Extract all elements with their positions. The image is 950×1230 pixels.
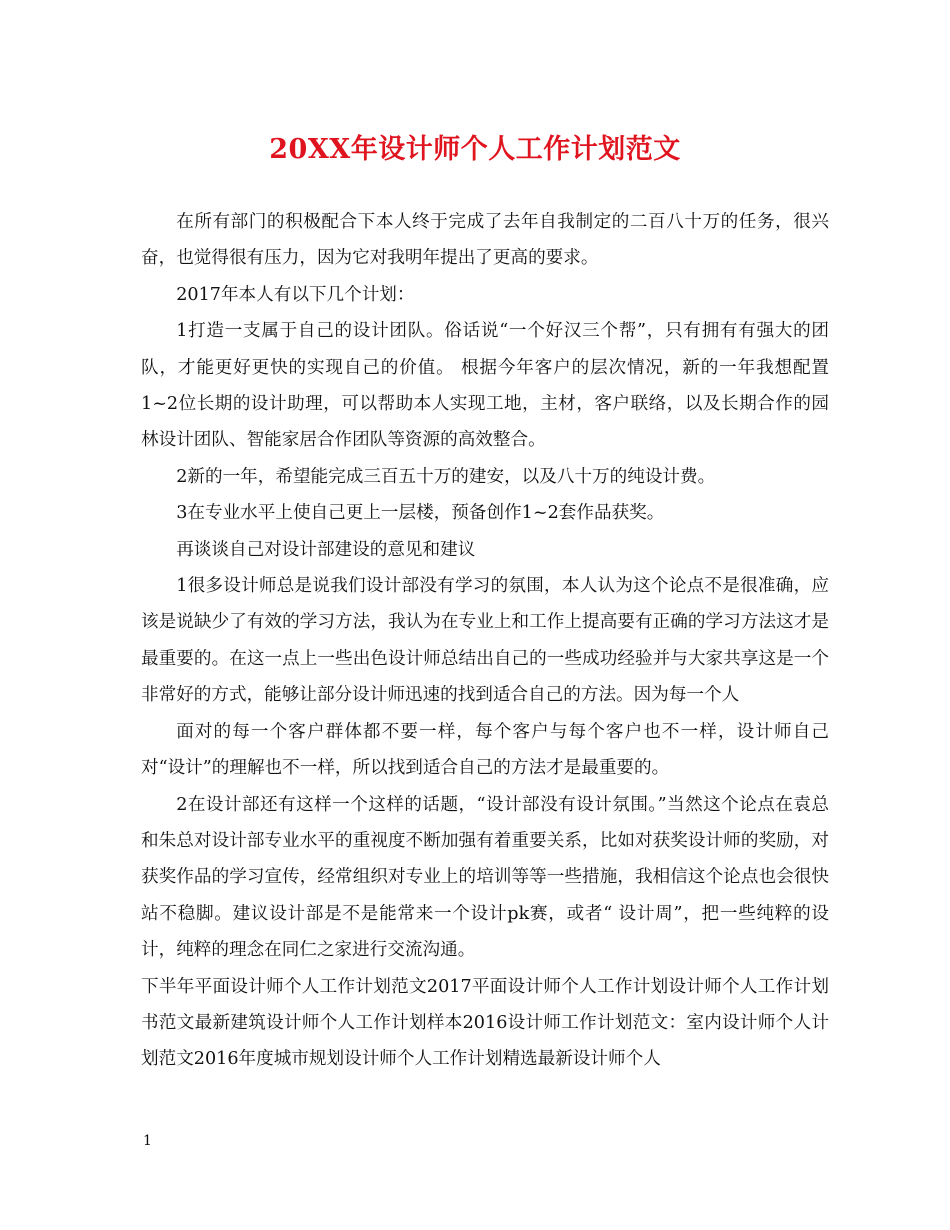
paragraph: 1很多设计师总是说我们设计部没有学习的氛围，本人认为这个论点不是很准确，应该是说缺少了有效的学习方法，我认为在专业上和工作上提高要有正确的学习方法这才是最重要的。在这一点上一些出色设计师总结出自己的一些成功经验并与大家共享这是一个非常好的方式，能够让部分设计师迅速的找到适合自己的方法。因为每一个人: [141, 576, 829, 706]
related-articles-paragraph: 下半年平面设计师个人工作计划范文2017平面设计师个人工作计划设计师个人工作计划书范文最新建筑设计师个人工作计划样本2016设计师工作计划范文：室内设计师个人计划范文2016年度城市规划设计师个人工作计划精选最新设计师个人: [141, 976, 829, 1070]
document-title: 20XX年设计师个人工作计划范文: [269, 134, 681, 165]
paragraph: 3在专业水平上使自己更上一层楼，预备创作1~2套作品获奖。: [176, 503, 665, 524]
paragraph: 2新的一年，希望能完成三百五十万的建安，以及八十万的纯设计费。: [176, 466, 716, 487]
paragraph: 在所有部门的积极配合下本人终于完成了去年自我制定的二百八十万的任务，很兴奋，也觉得很有压力，因为它对我明年提出了更高的要求。: [141, 212, 829, 269]
paragraph: 再谈谈自己对设计部建设的意见和建议: [176, 539, 476, 560]
page-number: 1: [143, 1133, 152, 1149]
paragraph: 2017年本人有以下几个计划：: [176, 284, 415, 305]
paragraph: 2在设计部还有这样一个这样的话题，“设计部没有设计氛围。”当然这个论点在袁总和朱总对设计部专业水平的重视度不断加强有着重要关系，比如对获奖设计师的奖励，对获奖作品的学习宣传，经常组织对专业上的培训等等一些措施，我相信这个论点也会很快站不稳脚。建议设计部是不是能常来一个设计pk赛，或者“ 设计周”，把一些纯粹的设计，纯粹的理念在同仁之家进行交流沟通。: [141, 794, 829, 961]
paragraph: 面对的每一个客户群体都不要一样，每个客户与每个客户也不一样，设计师自己对“设计”的理解也不一样，所以找到适合自己的方法才是最重要的。: [141, 721, 829, 779]
paragraph: 1打造一支属于自己的设计团队。俗话说“一个好汉三个帮”，只有拥有有强大的团队，才能更好更快的实现自己的价值。 根据今年客户的层次情况，新的一年我想配置1~2位长期的设计助理，可以帮助本人实现工地，主材，客户联络，以及长期合作的园林设计团队、智能家居合作团队等资源的高效整合。: [141, 321, 829, 451]
document-body: [141, 204, 829, 1078]
